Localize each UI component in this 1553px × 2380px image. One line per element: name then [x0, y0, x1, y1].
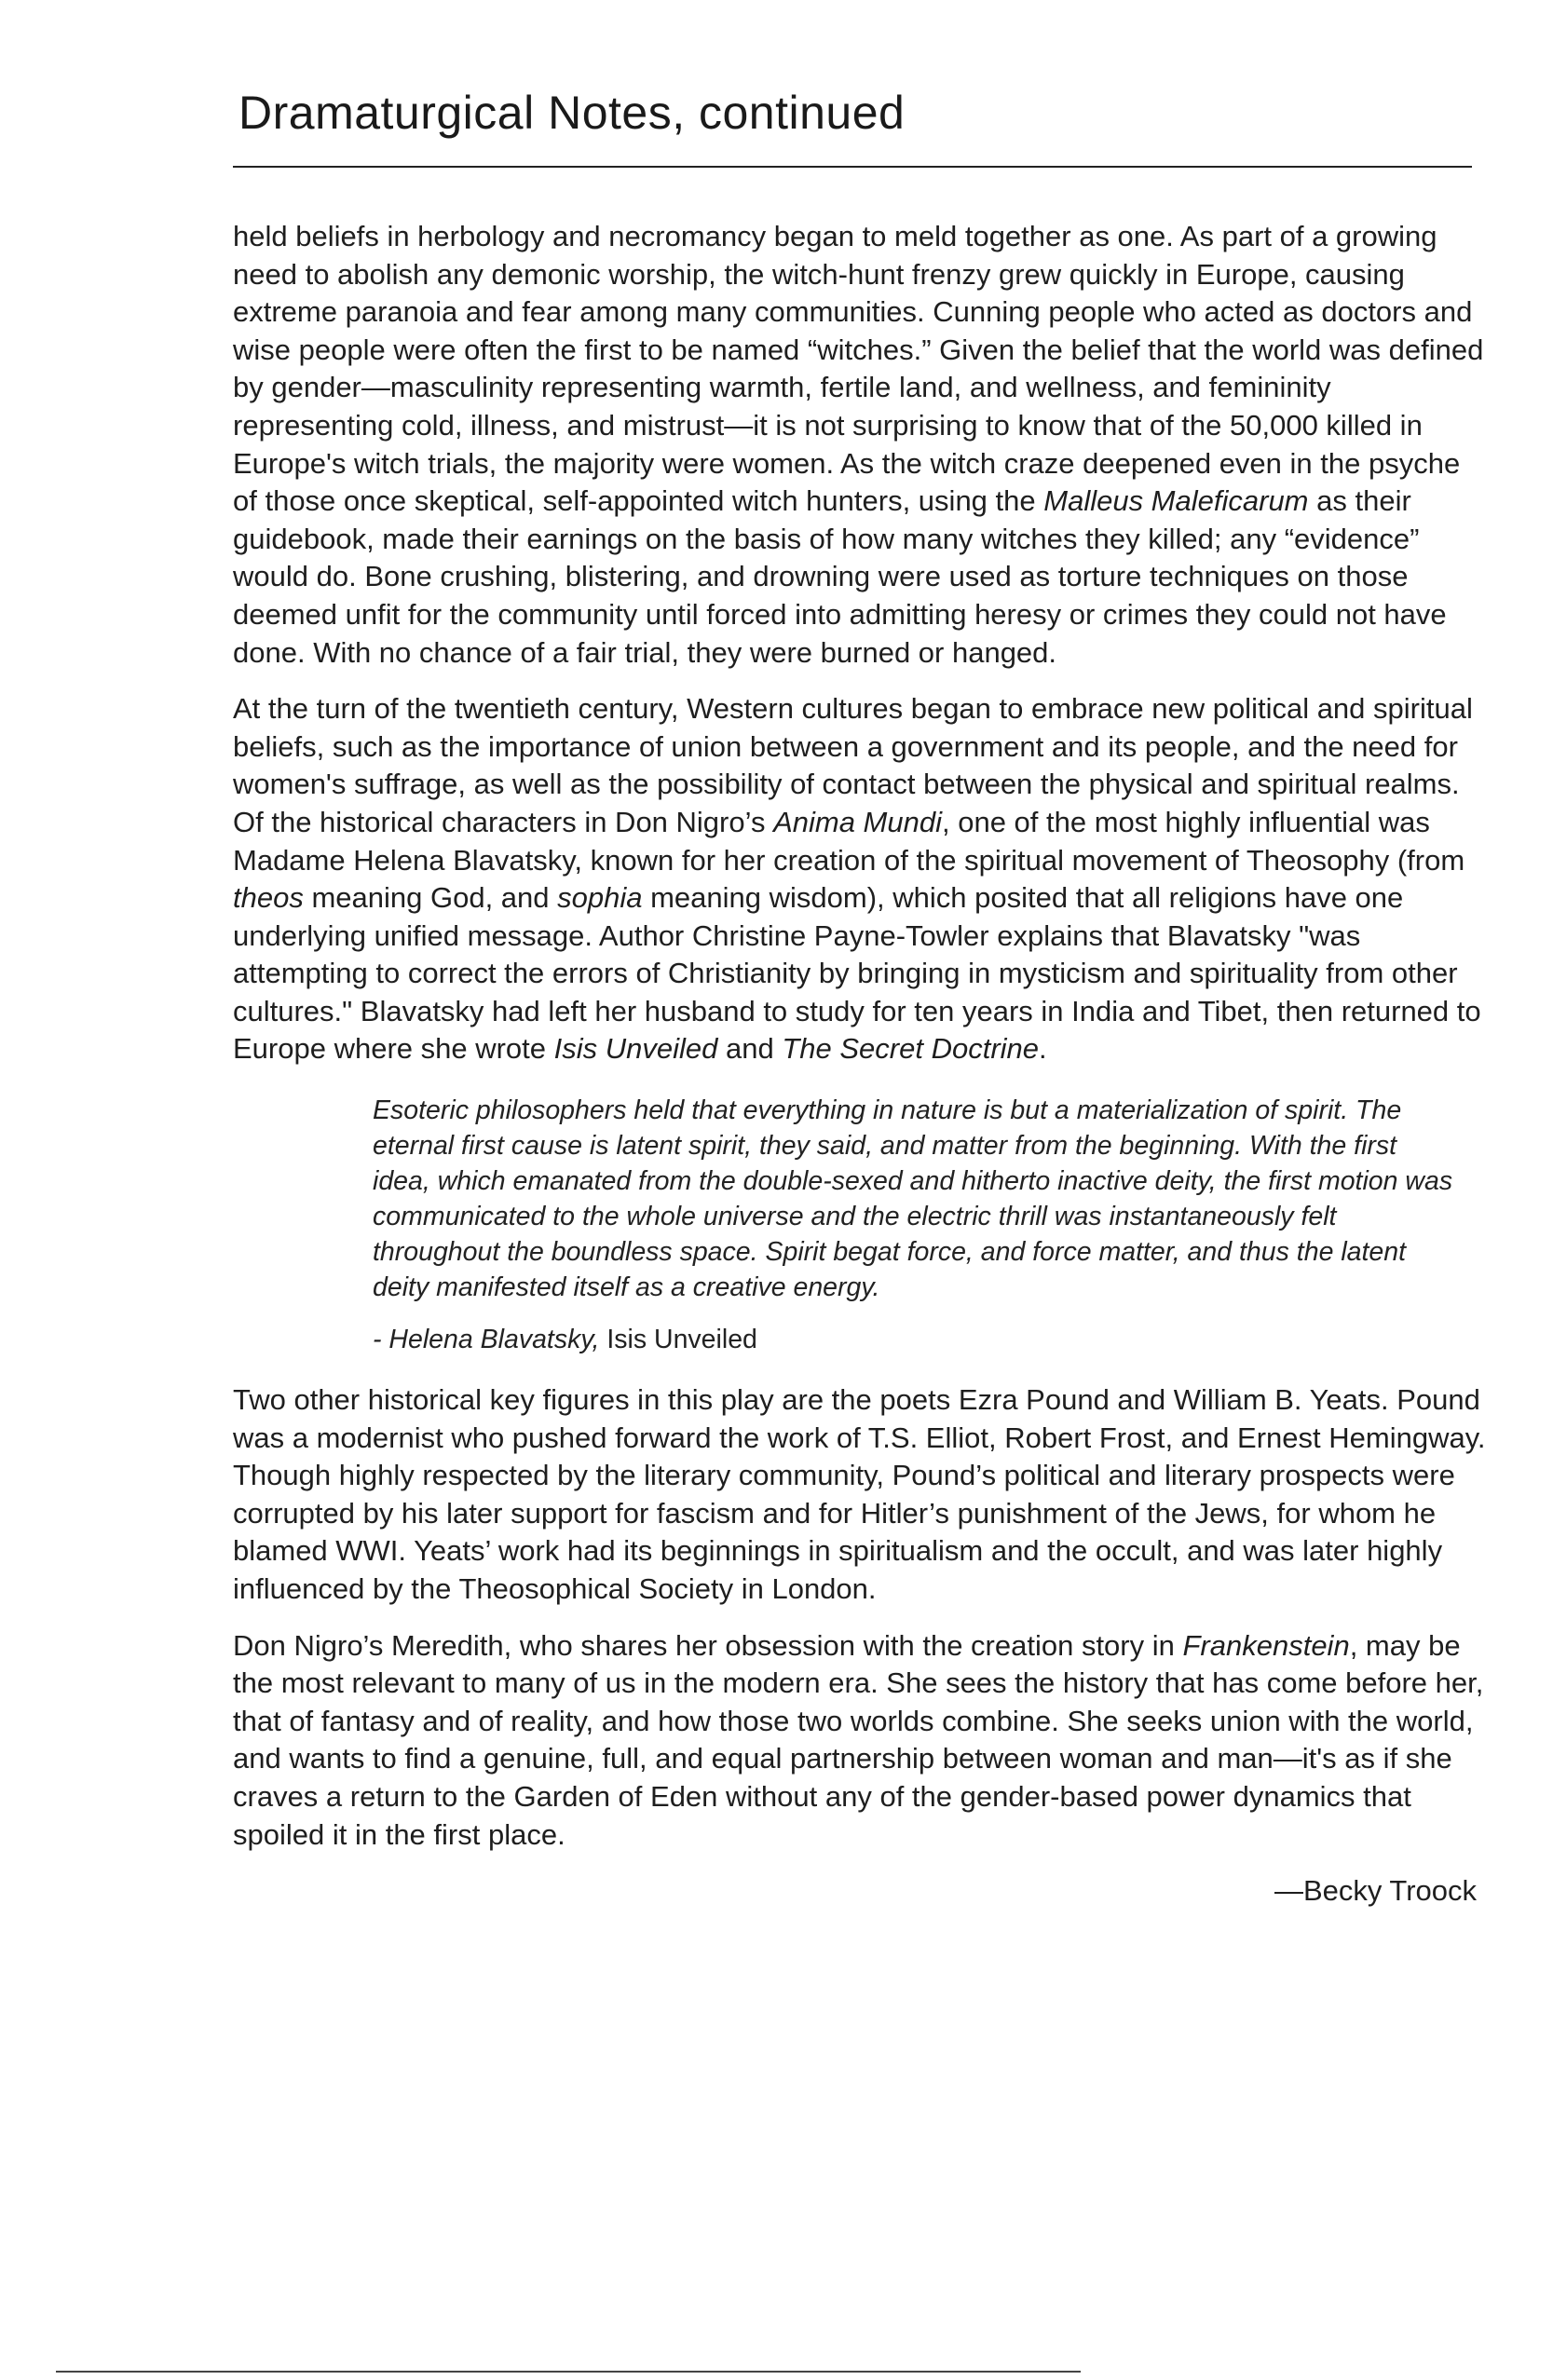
- footer-divider: [56, 2371, 1081, 2373]
- play-title: Anima Mundi: [773, 805, 942, 838]
- paragraph-text: and: [717, 1032, 783, 1066]
- quote-author: - Helena Blavatsky,: [373, 1325, 607, 1355]
- paragraph-text: as their guidebook, made their earnings on the basis of how many witches they killed; any “evidence” would do. Bone crushing, blistering, and drowning were used as torture techniques on those deemed unfit for the community until forced into admitting heresy or crimes they could not have done. With no chance of a fair trial, they were burned or hanged.: [233, 484, 1447, 669]
- paragraph-pound-yeats: Two other historical key figures in this play are the poets Ezra Pound and William B. Yeats. Pound was a modernist who pushed forward the work of T.S. Elliot, Robert Frost, and Ernest Hemingway. Though highly respected by the literary community, Pound’s political and literary prospects were corrupted by his later support for fascism and for Hitler’s punishment of the Jews, for whom he blamed WWI. Yeats’ work had its beginnings in spiritualism and the occult, and was later highly influenced by the Theosophical Society in London.: [233, 1383, 1486, 1606]
- paragraph-text: meaning God, and: [303, 881, 558, 915]
- block-quote: [373, 1093, 1453, 1357]
- paragraph-text: meaning wisdom), which posited that all religions have one underlying unified message. Author Christine Payne-Towler explains that Blavatsky "was attempting to correct the errors of Christianity by bringing in mysticism and spirituality from other cultures." Blavatsky had left her husband to study for ten years in India and Tibet, then returned to Europe where she wrote: [233, 881, 1481, 1066]
- book-title: Frankenstein: [1182, 1628, 1350, 1662]
- paragraph-meredith: [233, 1627, 1486, 1855]
- quote-source: Isis Unveiled: [606, 1325, 757, 1355]
- book-title: Isis Unveiled: [553, 1032, 718, 1066]
- paragraph-text: held beliefs in herbology and necromancy began to meld together as one. As part of a growing need to abolish any demonic worship, the witch-hunt frenzy grew quickly in Europe, causing extreme paranoia and fear among many communities. Cunning people who acted as doctors and wise people were often the first to be named “witches.” Given the belief that the world was defined by gender—masculinity representing warmth, fertile land, and wellness, and femininity representing cold, illness, and mistrust—it is not surprising to know that of the 50,000 killed in Europe's witch trials, the majority were women. As the witch craze deepened even in the psyche of those once skeptical, self-appointed witch hunters, using the: [233, 220, 1484, 518]
- paragraph-text: , may be the most relevant to many of us in the modern era. She sees the history that has come before her, that of fantasy and of reality, and how those two worlds combine. She seeks union with the world, and wants to find a genuine, full, and equal partnership between woman and man—it's as if she craves a return to the Garden of Eden without any of the gender-based power dynamics that spoiled it in the first place.: [233, 1628, 1484, 1851]
- book-title: Malleus Maleficarum: [1043, 484, 1309, 518]
- quote-attribution: [373, 1322, 1453, 1357]
- header-divider: [233, 166, 1472, 168]
- book-title: The Secret Doctrine: [782, 1032, 1040, 1066]
- paragraph-text: , one of the most highly influential was Madame Helena Blavatsky, known for her creation of the spiritual movement of Theosophy (from: [233, 805, 1465, 877]
- quote-text: Esoteric philosophers held that everything in nature is but a materialization of spirit. The eternal first cause is latent spirit, they said, and matter from the beginning. With the first idea, which emanated from the double-sexed and hitherto inactive deity, the first motion was communicated to the whole universe and the electric thrill was instantaneously felt throughout the boundless space. Spirit begat force, and force matter, and thus the latent deity manifested itself as a creative energy.: [373, 1095, 1453, 1303]
- page-title: Dramaturgical Notes, continued: [238, 87, 906, 139]
- paragraph-text: .: [1039, 1032, 1047, 1066]
- article-body: [233, 218, 1486, 1911]
- paragraph-blavatsky: [233, 690, 1486, 1068]
- paragraph-text: At the turn of the twentieth century, Western cultures began to embrace new political and spiritual beliefs, such as the importance of union between a government and its people, and the need for women's suffrage, as well as the possibility of contact between the physical and spiritual realms. Of the historical characters in Don Nigro’s: [233, 692, 1473, 838]
- author-signature: —Becky Troock: [1274, 1874, 1477, 1908]
- emphasis-term: sophia: [557, 881, 643, 915]
- paragraph-witch-hunts: [233, 218, 1486, 672]
- paragraph-text: Don Nigro’s Meredith, who shares her obsession with the creation story in: [233, 1628, 1183, 1662]
- emphasis-term: theos: [233, 881, 304, 915]
